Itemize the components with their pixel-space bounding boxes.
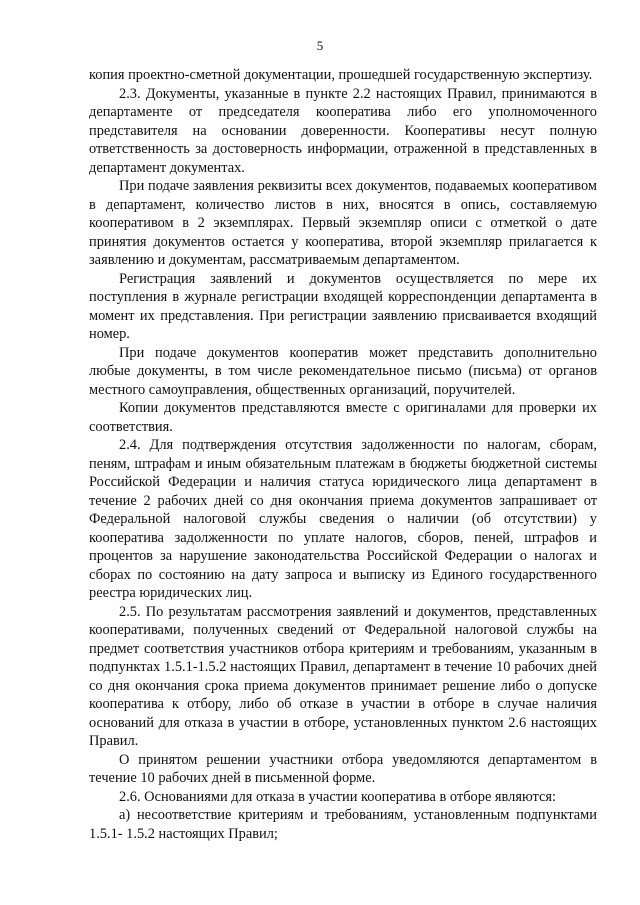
paragraph-copies: Копии документов представляются вместе с оригиналами для проверки их соответствия. xyxy=(89,400,597,435)
paragraph-additional-documents: При подаче документов кооператив может представить дополнительно любые документы, в том числе рекомендательное письмо (письма) от органов местного самоуправления, общественных организаций, поручителей. xyxy=(89,344,597,398)
paragraph-inventory: При подаче заявления реквизиты всех документов, подаваемых кооперативом в департамент, количество листов в них, вносятся в опись, составляемую кооперативом в 2 экземплярах. Первый экземпляр описи с отметкой о дате принятия документов остается у кооператива, второй экземпляр прилагается к заявлению и документам, рассматриваемым департаментом. xyxy=(89,178,597,268)
paragraph-2-6-a: а) несоответствие критериям и требованиям, установленным подпунктами 1.5.1- 1.5.2 настоящих Правил; xyxy=(89,807,597,842)
page-number: 5 xyxy=(316,38,324,53)
paragraph-continuation: копия проектно-сметной документации, прошедшей государственную экспертизу. xyxy=(89,67,593,83)
paragraph-notification: О принятом решении участники отбора уведомляются департаментом в течение 10 рабочих дней в письменной форме. xyxy=(89,751,597,786)
document-body xyxy=(89,66,597,843)
paragraph-2-6: 2.6. Основаниями для отказа в участии кооператива в отборе являются: xyxy=(119,788,556,805)
paragraph-2-3: 2.3. Документы, указанные в пункте 2.2 настоящих Правил, принимаются в департаменте от председателя кооператива либо его уполномоченного представителя на основании доверенности. Кооперативы несут полную ответственность за достоверность информации, отраженной в представленных в департамент документах. xyxy=(89,85,597,176)
paragraph-2-5: 2.5. По результатам рассмотрения заявлений и документов, представленных кооперативами, полученных сведений от Федеральной налоговой службы на предмет соответствия участников отбора критериям и требованиям, указанным в подпунктах 1.5.1-1.5.2 настоящих Правил, департамент в течение 10 рабочих дней со дня окончания срока приема документов принимает решение либо о допуске кооператива к отбору, либо об отказе в участии в отборе в случае наличия оснований для отказа в участии в отборе, установленных пунктом 2.6 настоящих Правил. xyxy=(89,603,597,749)
paragraph-2-4: 2.4. Для подтверждения отсутствия задолженности по налогам, сборам, пеням, штрафам и иным обязательным платежам в бюджеты бюджетной системы Российской Федерации и наличия статуса юридического лица департамент в течение 2 рабочих дней со дня окончания приема документов запрашивает от Федеральной налоговой службы сведения о наличии (об отсутствии) у кооператива задолженности по уплате налогов, сборов, пеней, штрафов и процентов за нарушение законодательства Российской Федерации о налогах и сборах по состоянию на дату запроса и выписку из Единого государственного реестра юридических лиц. xyxy=(89,437,597,601)
paragraph-registration: Регистрация заявлений и документов осуществляется по мере их поступления в журнале регистрации входящей корреспонденции департамента в момент их представления. При регистрации заявлению присваивается входящий номер. xyxy=(89,270,597,342)
